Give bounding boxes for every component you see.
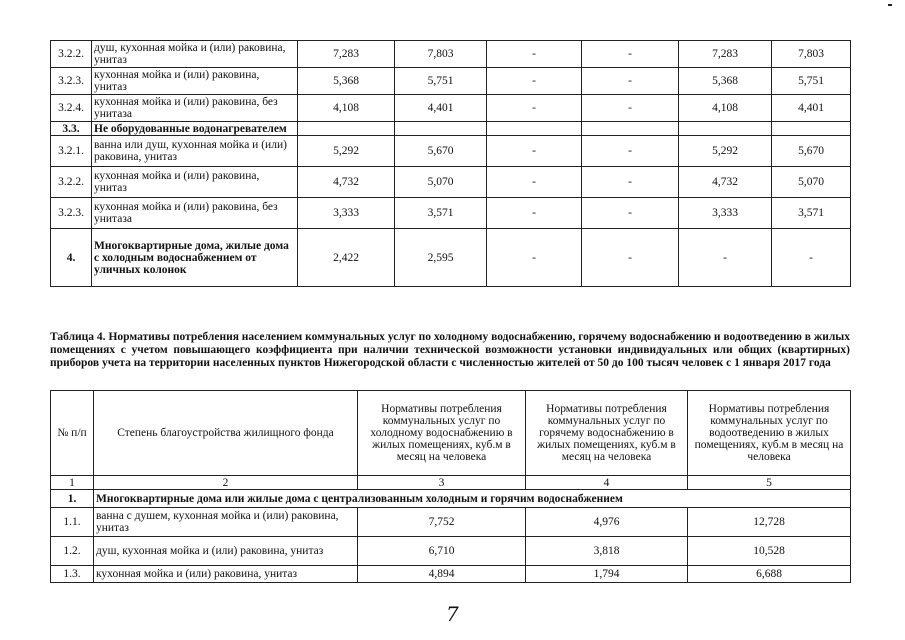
value-cell: -: [679, 229, 772, 287]
table-header-row: [51, 391, 851, 476]
row-number: 3.2.3.: [51, 198, 92, 229]
hot-water-value: 4,976: [526, 508, 688, 537]
header-degree: Степень благоустройства жилищного фонда: [94, 391, 358, 476]
row-number: 1.1.: [51, 508, 94, 537]
value-cell: -: [582, 41, 679, 68]
colnum-1: 1: [51, 476, 94, 490]
value-cell: -: [582, 136, 679, 167]
empty-cell: [395, 122, 487, 136]
table-row: [51, 68, 851, 95]
value-cell: 5,070: [772, 167, 851, 198]
empty-cell: [487, 122, 582, 136]
section-title: Многоквартирные дома или жилые дома с централизованным холодным и горячим водоснабжением: [94, 490, 851, 508]
value-cell: 5,368: [679, 68, 772, 95]
value-cell: 3,571: [772, 198, 851, 229]
value-cell: -: [582, 68, 679, 95]
row-number: 3.3.: [51, 122, 92, 136]
table-row: [51, 95, 851, 122]
row-description: кухонная мойка и (или) раковина, без унитаза: [92, 198, 298, 229]
table-row: [51, 229, 851, 287]
row-number: 1.2.: [51, 537, 94, 566]
value-cell: -: [582, 229, 679, 287]
cold-water-value: 4,894: [358, 566, 526, 583]
column-number-row: [51, 476, 851, 490]
row-number: 3.2.1.: [51, 136, 92, 167]
value-cell: 5,070: [395, 167, 487, 198]
value-cell: -: [582, 167, 679, 198]
row-description: кухонная мойка и (или) раковина, без унитаза: [92, 95, 298, 122]
table-row: [51, 136, 851, 167]
drainage-value: 6,688: [688, 566, 851, 583]
row-number: 4.: [51, 229, 92, 287]
header-hot-water: Нормативы потребления коммунальных услуг по горячему водоснабжению в жилых помещениях, куб.м в месяц на человека: [526, 391, 688, 476]
value-cell: 5,670: [772, 136, 851, 167]
row-description: Не оборудованные водонагревателем: [92, 122, 298, 136]
value-cell: 3,571: [395, 198, 487, 229]
value-cell: 5,751: [772, 68, 851, 95]
table-row: [51, 41, 851, 68]
row-number: 1.3.: [51, 566, 94, 583]
row-description: кухонная мойка и (или) раковина, унитаз: [92, 167, 298, 198]
row-description: душ, кухонная мойка и (или) раковина, унитаз: [94, 537, 358, 566]
cold-water-value: 6,710: [358, 537, 526, 566]
value-cell: 3,333: [298, 198, 395, 229]
table-row: [51, 508, 851, 537]
row-description: Многоквартирные дома, жилые дома с холодным водоснабжением от уличных колонок: [92, 229, 298, 287]
value-cell: -: [487, 41, 582, 68]
value-cell: -: [487, 68, 582, 95]
empty-cell: [298, 122, 395, 136]
value-cell: 4,108: [298, 95, 395, 122]
table-row: [51, 167, 851, 198]
value-cell: -: [582, 198, 679, 229]
header-drainage: Нормативы потребления коммунальных услуг по водоотведению в жилых помещениях, куб.м в месяц на человека: [688, 391, 851, 476]
value-cell: -: [487, 198, 582, 229]
value-cell: 7,803: [395, 41, 487, 68]
value-cell: 7,283: [679, 41, 772, 68]
value-cell: -: [582, 95, 679, 122]
value-cell: 5,670: [395, 136, 487, 167]
value-cell: -: [487, 136, 582, 167]
page-number: 7: [446, 602, 459, 626]
table-row: [51, 537, 851, 566]
colnum-2: 2: [94, 476, 358, 490]
empty-cell: [772, 122, 851, 136]
row-description: душ, кухонная мойка и (или) раковина, унитаз: [92, 41, 298, 68]
cold-water-value: 7,752: [358, 508, 526, 537]
value-cell: 4,732: [298, 167, 395, 198]
value-cell: -: [487, 95, 582, 122]
value-cell: 4,401: [395, 95, 487, 122]
value-cell: 5,751: [395, 68, 487, 95]
row-description: кухонная мойка и (или) раковина, унитаз: [94, 566, 358, 583]
value-cell: -: [487, 167, 582, 198]
header-num: № п/п: [51, 391, 94, 476]
colnum-4: 4: [526, 476, 688, 490]
row-description: кухонная мойка и (или) раковина, унитаз: [92, 68, 298, 95]
value-cell: -: [772, 229, 851, 287]
value-cell: 5,292: [298, 136, 395, 167]
empty-cell: [679, 122, 772, 136]
empty-cell: [582, 122, 679, 136]
drainage-value: 10,528: [688, 537, 851, 566]
hot-water-value: 1,794: [526, 566, 688, 583]
value-cell: 7,283: [298, 41, 395, 68]
row-description: ванна или душ, кухонная мойка и (или) раковина, унитаз: [92, 136, 298, 167]
colnum-5: 5: [688, 476, 851, 490]
value-cell: 2,595: [395, 229, 487, 287]
row-number: 3.2.4.: [51, 95, 92, 122]
drainage-value: 12,728: [688, 508, 851, 537]
row-number: 3.2.2.: [51, 167, 92, 198]
hot-water-value: 3,818: [526, 537, 688, 566]
value-cell: 5,368: [298, 68, 395, 95]
scan-mark: [888, 4, 892, 6]
table-caption: Таблица 4. Нормативы потребления населением коммунальных услуг по холодному водоснабжению, горячему водоснабжению и водоотведению в жилых помещениях с учетом повышающего коэффициента при наличии технической возможности установки индивидуальных или общих (квартирных) приборов учета на территории населенных пунктов Нижегородской области с численностью жителей от 50 до 100 тысяч человек с 1 января 2017 года: [50, 331, 850, 369]
colnum-3: 3: [358, 476, 526, 490]
value-cell: 7,803: [772, 41, 851, 68]
value-cell: 5,292: [679, 136, 772, 167]
value-cell: 4,401: [772, 95, 851, 122]
table-row: [51, 198, 851, 229]
norms-table-continued: [50, 40, 851, 287]
section-num: 1.: [51, 490, 94, 508]
norms-table-4: [50, 390, 851, 583]
row-number: 3.2.2.: [51, 41, 92, 68]
value-cell: 4,108: [679, 95, 772, 122]
header-cold-water: Нормативы потребления коммунальных услуг по холодному водоснабжению в жилых помещениях, куб.м в месяц на человека: [358, 391, 526, 476]
row-description: ванна с душем, кухонная мойка и (или) раковина, унитаз: [94, 508, 358, 537]
table-row: [51, 566, 851, 583]
section-row: [51, 122, 851, 136]
value-cell: 3,333: [679, 198, 772, 229]
value-cell: -: [487, 229, 582, 287]
value-cell: 2,422: [298, 229, 395, 287]
value-cell: 4,732: [679, 167, 772, 198]
row-number: 3.2.3.: [51, 68, 92, 95]
section-row: [51, 490, 851, 508]
